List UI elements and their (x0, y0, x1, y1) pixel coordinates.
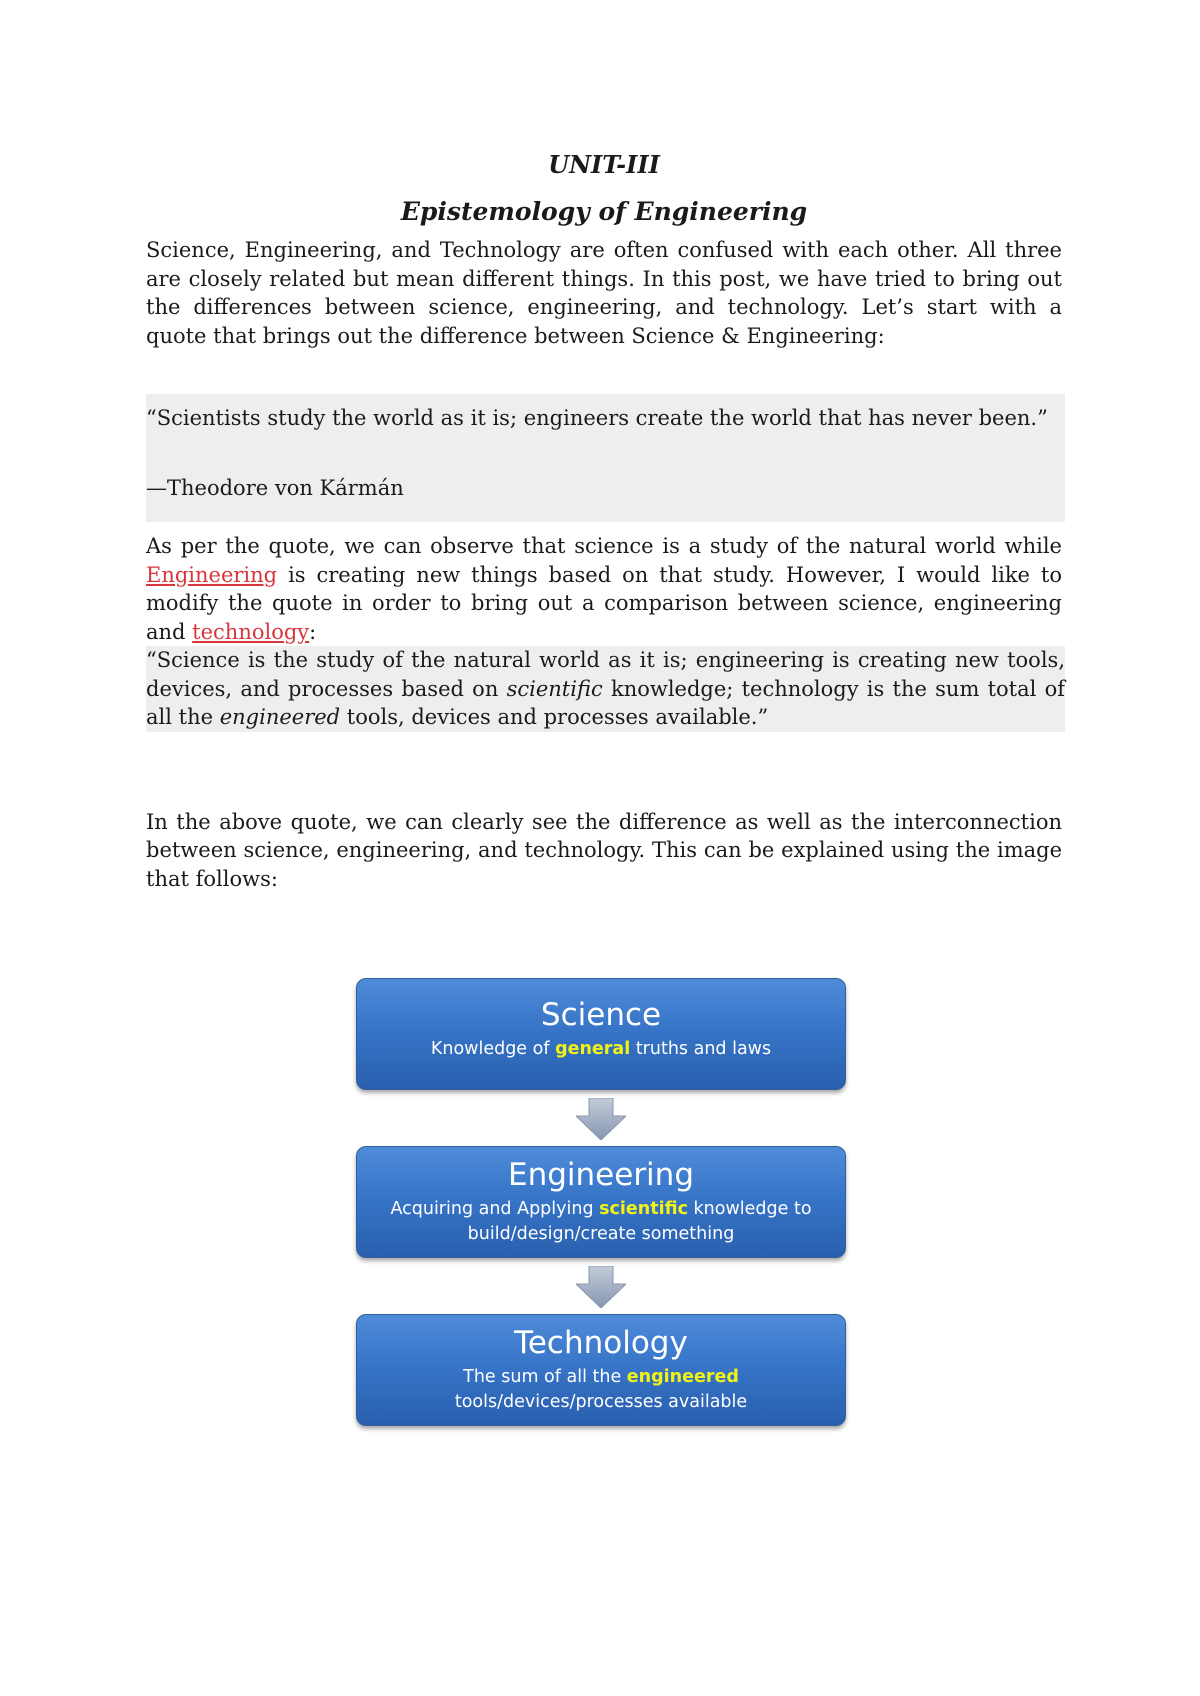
technology-sub-line2: tools/devices/processes available (454, 1392, 748, 1412)
comparison-text-2: is creating new things based on that study. However, I would like to modify the quote in order to bring out a comparison between science, engineering and (146, 562, 1062, 644)
intro-paragraph: Science, Engineering, and Technology are often confused with each other. All three are closely related but mean different things. In this post, we have tried to bring out the differences between science, engineering, and technology. Let’s start with a quote that brings out the difference between Science & Engineering: (146, 238, 1062, 348)
down-arrow-icon (356, 1090, 844, 1146)
engineering-sub-line2: build/design/create something (467, 1224, 735, 1244)
modified-quote-text-3: tools, devices and processes available.” (340, 705, 769, 729)
technology-link[interactable]: technology (192, 619, 310, 644)
technology-sub-pre: The sum of all the (463, 1367, 627, 1387)
quote-block (146, 394, 1065, 522)
engineering-link[interactable]: Engineering (146, 562, 278, 587)
science-sub-pre: Knowledge of (430, 1039, 556, 1059)
science-highlight: general (555, 1039, 631, 1059)
quote-text: “Scientists study the world as it is; engineers create the world that has never been.” (146, 406, 1048, 430)
down-arrow-icon (356, 1258, 844, 1314)
science-title: Science (540, 997, 662, 1033)
quote-author: —Theodore von Kármán (146, 476, 404, 500)
engineering-title: Engineering (508, 1157, 694, 1193)
technology-highlight: engineered (626, 1367, 739, 1387)
modified-quote-text-1: “Science is the study of the natural world as it is; engineering is creating new tools, devices, and processes based on (146, 648, 1065, 701)
science-subtitle (357, 1037, 845, 1062)
science-box (356, 978, 846, 1090)
engineering-highlight: scientific (599, 1199, 688, 1219)
modified-quote (146, 646, 1065, 732)
interconnection-paragraph: In the above quote, we can clearly see the difference as well as the interconnection between science, engineering, and technology. This can be explained using the image that follows: (146, 809, 1062, 891)
technology-subtitle (357, 1365, 845, 1415)
engineering-box (356, 1146, 846, 1258)
comparison-paragraph (146, 532, 1062, 646)
engineering-subtitle (357, 1197, 845, 1247)
engineering-sub-post: knowledge to (687, 1199, 812, 1219)
document-page (146, 150, 1066, 893)
spacer (146, 732, 1062, 808)
modified-quote-text-2: knowledge; technology is the sum total of all the (146, 676, 1066, 729)
science-sub-post: truths and laws (630, 1039, 772, 1059)
technology-box (356, 1314, 846, 1426)
technology-title: Technology (514, 1325, 688, 1361)
comparison-text-1: As per the quote, we can observe that science is a study of the natural world while (146, 534, 1062, 558)
engineered-emphasis: engineered (219, 705, 341, 729)
science-engineering-technology-diagram (356, 978, 846, 1426)
comparison-text-3: : (309, 619, 317, 644)
modified-quote-block (146, 646, 1065, 732)
unit-heading: UNIT-III (548, 150, 660, 179)
page-title: Epistemology of Engineering (400, 197, 808, 226)
scientific-emphasis: scientific (506, 676, 603, 701)
engineering-sub-pre: Acquiring and Applying (390, 1199, 600, 1219)
